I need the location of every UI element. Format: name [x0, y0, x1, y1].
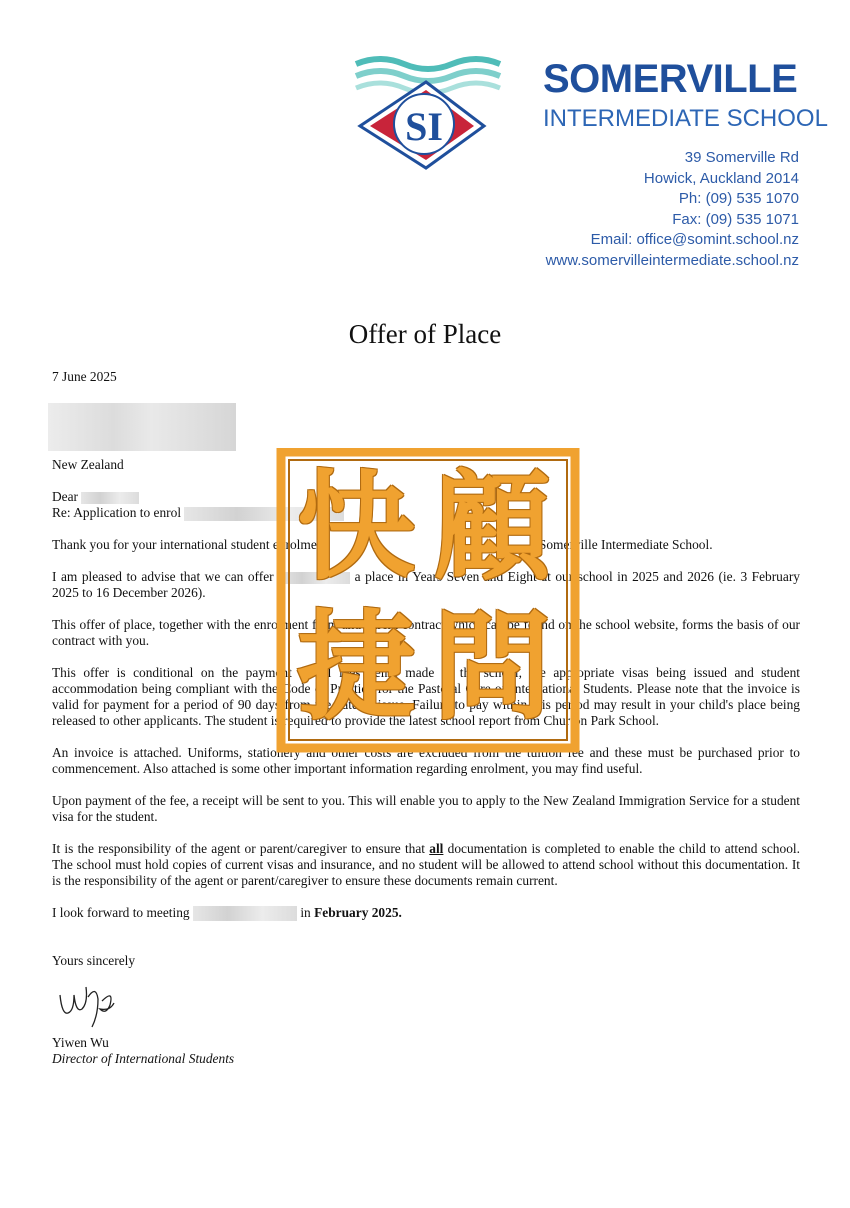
signer-name: Yiwen Wu [52, 1035, 109, 1051]
p2-start: I am pleased to advise that we can offer [52, 569, 274, 584]
page-title: Offer of Place [348, 319, 502, 349]
redacted-address [48, 403, 236, 451]
address-line2: Howick, Auckland 2014 [643, 169, 799, 187]
stamp-char-4: 問 [433, 598, 552, 736]
paragraph-4: This offer is conditional on the payment of all fees being made to the school, the appropriate visas being issued and student accommodation being compliant with the Code of Practice for the Pastoral Care of International Students. Please note that the invoice is valid for payment for a period of 90 days from the date of issue. Failure to pay within this period may result in your child's place being released to other applicants. The student is required to provide the latest school report from Churton Park School. [52, 665, 800, 728]
p1-end: Somerville Intermediate School. [538, 537, 713, 552]
letter-date: 7 June 2025 [52, 369, 117, 384]
school-name: SOMERVILLE [543, 57, 798, 101]
redacted-name [81, 492, 139, 504]
stamp-char-2: 顧 [433, 458, 552, 596]
p7-b: documentation is completed to enable the child to attend school. The school must hold copies of current visas and insurance, and no student will be allowed to attend school without this documentation. It is the responsibility of the agent or parent/caregiver to ensure these documents remain current. [52, 841, 800, 888]
stamp-char-1: 快 [297, 458, 416, 596]
letter-country: New Zealand [52, 457, 124, 472]
p1-start: Thank you for your international student enrolment [52, 537, 328, 552]
address-line1: 39 Somerville Rd [684, 149, 799, 166]
salutation: Dear [52, 489, 79, 504]
signature-image [52, 975, 122, 1029]
paragraph-8 [52, 905, 800, 921]
paragraph-6: Upon payment of the fee, a receipt will be sent to you. This will enable you to apply to the New Zealand Immigration Service for a student visa for the student. [52, 793, 800, 824]
contact-block [546, 148, 799, 271]
school-logo [350, 52, 502, 172]
paragraph-3: This offer of place, together with the enrolment form and parent contract which can be found on the school website, forms the basis of our contract with you. [52, 617, 800, 648]
paragraph-5: An invoice is attached. Uniforms, stationery and other costs are excluded from the tuition fee and these must be purchased prior to commencement. Also attached is some other important information regarding enrolment, you may find useful. [52, 745, 800, 776]
stamp-seal [275, 448, 580, 753]
p8-bold: February 2025. [314, 905, 402, 920]
website-link[interactable]: www.somervilleintermediate.school.nz [545, 251, 799, 269]
stamp-char-3: 捷 [297, 598, 416, 736]
school-type: INTERMEDIATE SCHOOL [543, 105, 828, 132]
p2-middle: a place in Years Seven and Eight at our school in 2025 and 2026 (ie. 3 February 2025 to 16 December 2026). [52, 569, 800, 600]
signer-title: Director of International Students [52, 1051, 235, 1067]
logo-letters: SI [405, 104, 443, 149]
p8-in: in [300, 905, 311, 920]
redacted-p8 [193, 906, 297, 921]
email-link[interactable]: Email: office@somint.school.nz [590, 231, 799, 248]
paragraph-7 [52, 841, 800, 889]
p7-bold: all [429, 841, 444, 856]
p8-a: I look forward to meeting [52, 905, 190, 920]
phone: Ph: (09) 535 1070 [678, 190, 799, 207]
closing: Yours sincerely [52, 953, 136, 969]
re-text: Re: Application to enrol [52, 505, 182, 520]
p7-a: It is the responsibility of the agent or parent/caregiver to ensure that [52, 841, 426, 856]
fax: Fax: (09) 535 1071 [672, 210, 799, 228]
